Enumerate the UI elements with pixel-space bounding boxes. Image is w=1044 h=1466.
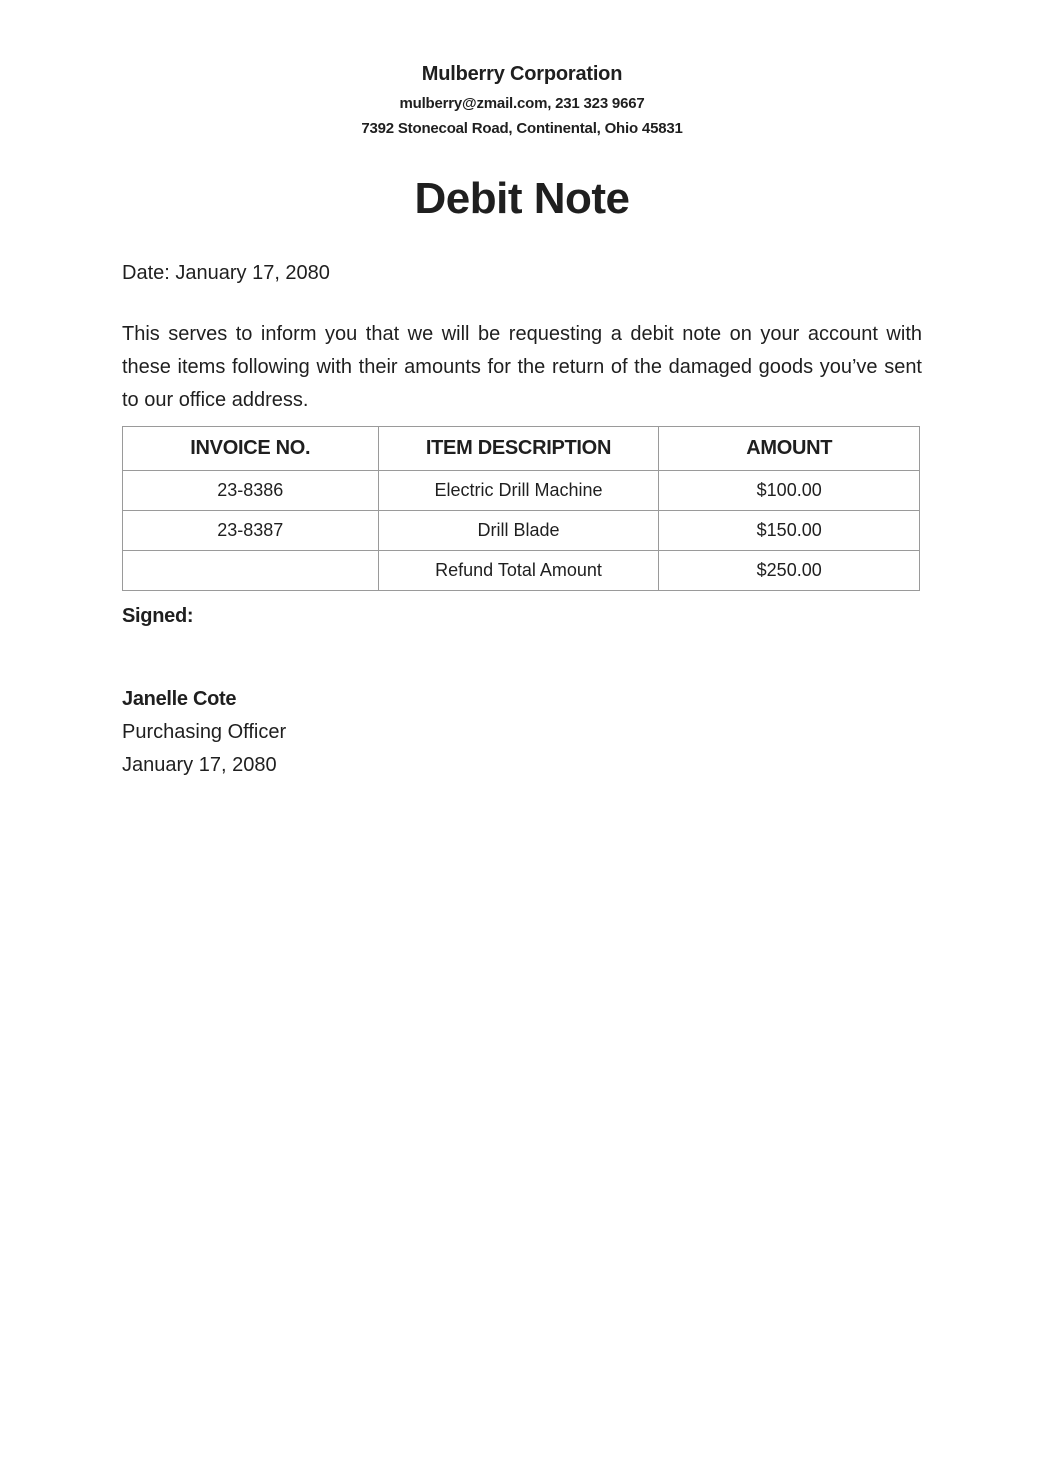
- cell-amount: $100.00: [659, 471, 920, 511]
- document-date: Date: January 17, 2080: [122, 262, 330, 284]
- header-amount: AMOUNT: [659, 427, 920, 471]
- table-total-row: [123, 551, 920, 591]
- table-header-row: [123, 427, 920, 471]
- cell-invoice-no: [123, 551, 379, 591]
- table-row: [123, 511, 920, 551]
- cell-amount: $150.00: [659, 511, 920, 551]
- company-address: 7392 Stonecoal Road, Continental, Ohio 45831: [361, 120, 683, 137]
- cell-invoice-no: 23-8386: [123, 471, 379, 511]
- header-item-description: ITEM DESCRIPTION: [378, 427, 659, 471]
- signed-label: Signed:: [122, 605, 194, 627]
- cell-total-amount: $250.00: [659, 551, 920, 591]
- company-contact: mulberry@zmail.com, 231 323 9667: [399, 95, 645, 112]
- signer-name: Janelle Cote: [122, 688, 237, 710]
- cell-item-description: Drill Blade: [378, 511, 659, 551]
- table-row: [123, 471, 920, 511]
- signer-title: Purchasing Officer: [122, 721, 287, 743]
- document-title: Debit Note: [414, 174, 630, 223]
- cell-total-label: Refund Total Amount: [378, 551, 659, 591]
- cell-invoice-no: 23-8387: [123, 511, 379, 551]
- signer-date: January 17, 2080: [122, 754, 277, 776]
- intro-paragraph: This serves to inform you that we will be requesting a debit note on your account with these items following with their amounts for the return of the damaged goods you’ve sent to our office address.: [122, 323, 922, 411]
- items-table: [122, 426, 920, 591]
- company-name: Mulberry Corporation: [421, 63, 623, 85]
- header-invoice-no: INVOICE NO.: [123, 427, 379, 471]
- cell-item-description: Electric Drill Machine: [378, 471, 659, 511]
